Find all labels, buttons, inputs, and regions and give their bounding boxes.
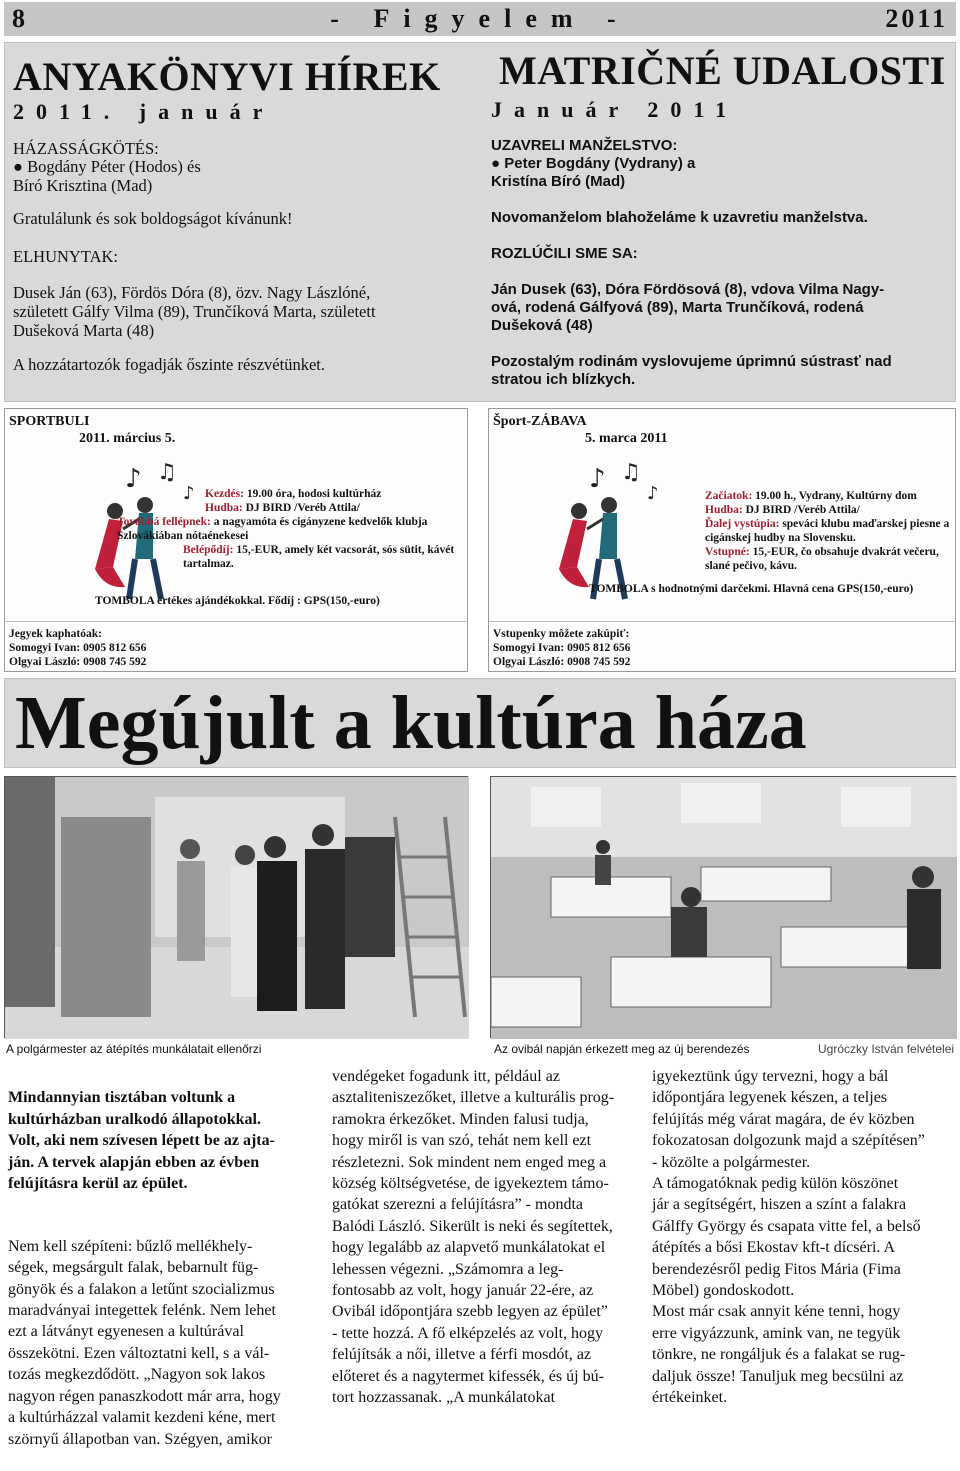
article-col1-text: Nem kell szépíteni: bűzlő mellékhely- ségek, megsárgult falak, bebarnult füg- gönyök és a falakon a letűnt szocializmus maradványai integettek felénk. Nem lehet ezt a látványt egyenesen a kultúrával összekötni. Ezen változtatni kell, s a vál- tozás megkezdődött. „Nagyon sok lakos nagyon régen panaszkodott már arra, hogy a kultúrházzal valamit kezdeni kéne, mert szörnyű állapotban van. Szégyen, amikor	[8, 1237, 281, 1448]
registry-sk-congrats: Novomanželom blahoželáme k uzavretiu manželstva.	[491, 209, 868, 226]
page-year: 2011	[885, 4, 948, 33]
poster-hu-line1-label: Kezdés:	[205, 488, 244, 500]
poster-hu-line4-label: Belépődíj:	[183, 544, 234, 556]
registry-sk-deaths-heading: ROZLÚČILI SME SA:	[491, 245, 638, 262]
poster-sk-line1-text: 19.00 h., Vydrany, Kultúrny dom	[752, 490, 917, 502]
poster-hu-line3-label: Továbbá fellépnek:	[117, 516, 211, 528]
music-note-icon	[125, 460, 195, 504]
registry-sk-marriage-heading: UZAVRELI MANŽELSTVO:	[491, 137, 678, 154]
page-header	[4, 2, 956, 36]
poster-hu-info	[117, 487, 465, 571]
poster-hu-tickets: Jegyek kaphatóak: Somogyi Ivan: 0905 812 656 Olgyai László: 0908 745 592	[9, 628, 147, 668]
poster-sk-line4-text: 15,-EUR, čo obsahuje dvakrát večeru, slané pečivo, kávu.	[705, 546, 939, 572]
registry-hu-marriage-heading: HÁZASSÁGKÖTÉS:	[13, 139, 159, 158]
registry-hu-marriage-text: ● Bogdány Péter (Hodos) és Bíró Krisztina (Mad)	[13, 157, 201, 195]
poster-sport-zabava	[488, 408, 956, 672]
poster-sk-line3-label: Ďalej vystúpia:	[705, 518, 780, 530]
poster-hu-title: SPORTBULI	[9, 414, 90, 429]
photo-new-furniture	[490, 776, 956, 1038]
poster-sportbuli	[4, 408, 468, 672]
poster-sk-divider	[489, 621, 955, 622]
poster-sk-tombola: TOMBOLA s hodnotnými darčekmi. Hlavná cena GPS(150,-euro)	[589, 583, 914, 595]
svg-text:♪: ♪	[125, 464, 142, 494]
photo-mayor-inspection	[4, 776, 468, 1038]
svg-text:♫: ♫	[621, 460, 641, 485]
poster-sk-info	[705, 489, 953, 573]
article-column-2: vendégeket fogadunk itt, például az asztaliteniszezőket, illetve a kulturális prog- ramokra érkezőket. Minden falusi tudja, hogy miről is van szó, tehát nem kell ezt részletezni. Sok mindent nem enged meg a község költségvetése, de igyekeztem támo- gatókat szerezni a felújításra” - mondta Balódi László. Sikerült is neki és segítettek, hogy legalább az alapvető munkálatokat el lehessen végezni. „Számomra a leg- fontosabb az volt, hogy január 22-ére, az Ovibál időpontjára szebb legyen az épület” - tette hozzá. A fő elképzelés az volt, hogy felújítsák a női, illetve a férfi mosdót, az előteret és a nagytermet kifessék, és új bú- tort hozzassanak. „A munkálatokat	[332, 1068, 615, 1407]
registry-hu-condolence: A hozzátartozók fogadják őszinte részvétünket.	[13, 355, 326, 374]
poster-hu-line1-text: 19.00 óra, hodosi kultúrház	[243, 488, 382, 500]
registry-sk-marriage-text: ● Peter Bogdány (Vydrany) a Kristína Bíró (Mad)	[491, 155, 696, 190]
poster-hu-line2-label: Hudba:	[205, 502, 243, 514]
photo-new-furniture-image	[491, 777, 957, 1039]
newspaper-title: - Figyelem -	[330, 4, 630, 33]
svg-text:♪: ♪	[183, 483, 195, 504]
registry-hu-deaths-heading: ELHUNYTAK:	[13, 247, 118, 266]
poster-sk-line3-text: speváci klubu maďarskej piesne a cigánskej hudby na Slovensku.	[705, 518, 950, 544]
poster-hu-divider	[5, 621, 467, 622]
svg-text:♪: ♪	[647, 483, 659, 504]
poster-sk-line2-label: Hudba:	[705, 504, 743, 516]
photo1-caption: A polgármester az átépítés munkálatait ellenőrzi	[6, 1042, 262, 1056]
poster-sk-line4-label: Vstupné:	[705, 546, 750, 558]
registry-hu-deaths-text: Dusek Ján (63), Fördös Dóra (8), özv. Nagy Lászlóné, született Gálfy Vilma (89), Trunčíková Marta, született Dušeková Marta (48)	[13, 283, 376, 340]
page-number: 8	[12, 4, 27, 33]
photo-credit: Ugróczky István felvételei	[818, 1042, 955, 1056]
poster-hu-line4-text: 15,-EUR, amely két vacsorát, sós sütit, kávét tartalmaz.	[183, 544, 455, 570]
poster-sk-line1-label: Začiatok:	[705, 490, 753, 502]
article-column-3: igyekeztünk úgy tervezni, hogy a bál időpontjára legyenek készen, a teljes felújítás még várat magára, de év közben fokozatosan dolgozunk majd a szépítésen” - közölte a polgármester. A támogatóknak pedig külön köszönet jár a segítségért, hiszen a színt a falakra Gálffy György és csapata vitte fel, a belső átépítés a bősi Ekostav kft-t dícséri. A berendezésről pedig Fitos Mária (Fima Möbel) gondoskodott. Most már csak annyit kéne tenni, hogy erre vigyázzunk, amink van, ne tegyük tönkre, ne rongáljuk és a falakat se rug- daljuk össze! Tanuljuk meg becsülni az értékeinket.	[652, 1068, 925, 1407]
registry-sk-month: Január 2011	[491, 97, 739, 122]
music-note-icon	[589, 460, 659, 504]
registry-box	[4, 42, 956, 402]
svg-text:♫: ♫	[157, 460, 177, 485]
article-lead: Mindannyian tisztában voltunk a kultúrházban uralkodó állapotokkal. Volt, aki nem szívesen lépett be az ajta- ján. A tervek alapján ebben az évben felújításra kerül az épület.	[8, 1089, 275, 1193]
photo2-caption: Az ovibál napján érkezett meg az új berendezés	[494, 1042, 750, 1056]
poster-hu-date: 2011. március 5.	[79, 431, 176, 446]
poster-sk-date: 5. marca 2011	[585, 431, 668, 446]
svg-text:♪: ♪	[589, 464, 606, 494]
poster-sk-title: Šport-ZÁBAVA	[493, 414, 587, 429]
photo-mayor-inspection-image	[5, 777, 469, 1039]
poster-sk-line2-text: DJ BIRD /Veréb Attila/	[742, 504, 860, 516]
article-column-1	[8, 1066, 304, 1471]
registry-sk-title: MATRIČNÉ UDALOSTI	[499, 48, 946, 93]
registry-hu-title: ANYAKÖNYVI HÍREK	[13, 54, 441, 99]
registry-hu-congrats: Gratulálunk és sok boldogságot kívánunk!	[13, 209, 293, 228]
registry-sk-condolence: Pozostalým rodinám vyslovujeme úprimnú sústrasť nad stratou ich blízkych.	[491, 353, 892, 388]
poster-hu-line3-text: a nagyamóta és cigányzene kedvelők klubja Szlovákiában nótaénekesei	[117, 516, 428, 542]
poster-hu-line2-text: DJ BIRD /Veréb Attila/	[242, 502, 360, 514]
poster-hu-tombola: TOMBOLA értékes ajándékokkal. Fődíj : GPS(150,-euro)	[95, 595, 380, 607]
article-headline: Megújult a kultúra háza	[4, 678, 956, 768]
poster-sk-tickets: Vstupenky môžete zakúpiť: Somogyi Ivan: 0905 812 656 Olgyai László: 0908 745 592	[493, 628, 631, 668]
registry-hu-month: 2011. január	[13, 99, 275, 124]
registry-sk-deaths-text: Ján Dusek (63), Dóra Fördösová (8), vdova Vilma Nagy- ová, rodená Gálfyová (89), Marta Trunčíková, rodená Dušeková (48)	[491, 281, 885, 334]
